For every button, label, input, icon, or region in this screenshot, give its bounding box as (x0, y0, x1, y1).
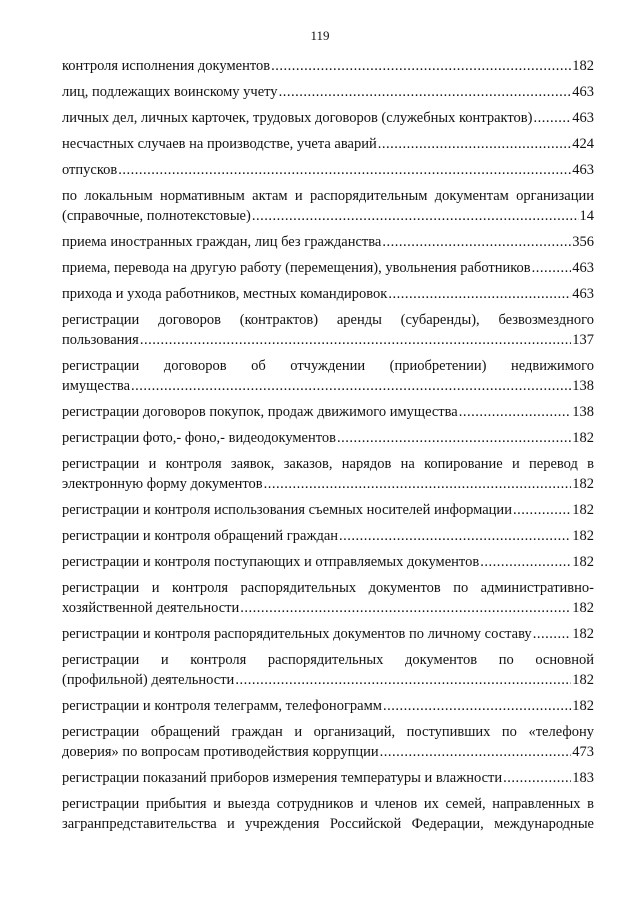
index-entry-text: регистрации и контроля использования съемных носителей информации (62, 502, 512, 518)
dot-leader (533, 624, 572, 644)
index-entry-text: приема иностранных граждан, лиц без гражданства (62, 234, 382, 250)
index-page-number: 463 (572, 84, 594, 100)
dot-leader (533, 108, 571, 128)
index-entry-line: регистрации и контроля распорядительных документов по административно- (62, 580, 594, 596)
index-entry (62, 454, 594, 494)
index-page-number: 182 (572, 502, 594, 518)
index-entry-last-line (62, 206, 594, 226)
index-page-number: 463 (572, 162, 594, 178)
index-entry-text: доверия» по вопросам противодействия коррупции (62, 744, 379, 760)
index-entry-line: регистрации обращений граждан и организаций, поступивших по «телефону (62, 724, 594, 740)
dot-leader (252, 206, 579, 226)
index-entry (62, 428, 594, 448)
index-entry (62, 402, 594, 422)
index-entry-last-line (62, 500, 594, 520)
index-entry-text: электронную форму документов (62, 476, 263, 492)
index-entry (62, 500, 594, 520)
index-page-number: 182 (572, 476, 594, 492)
index-entry (62, 108, 594, 128)
index-entry-last-line (62, 526, 594, 546)
index-entry-last-line (62, 598, 594, 618)
dot-leader (235, 670, 571, 690)
index-page-number: 463 (572, 110, 594, 126)
dot-leader (513, 500, 571, 520)
index-entry-text: регистрации и контроля поступающих и отправляемых документов (62, 554, 480, 570)
index-entry (62, 696, 594, 716)
index-entry-text: контроля исполнения документов (62, 58, 271, 74)
index-entry-last-line (62, 56, 594, 76)
index-entry-text: (справочные, полнотекстовые) (62, 208, 251, 224)
index-entry-line: регистрации и контроля заявок, заказов, нарядов на копирование и перевод в (62, 456, 594, 472)
index-entry-text: пользования (62, 332, 139, 348)
index-entry (62, 258, 594, 278)
dot-leader (459, 402, 572, 422)
index-page-number: 138 (572, 378, 594, 394)
index-entry-last-line (62, 232, 594, 252)
index-page-number: 424 (572, 136, 594, 152)
dot-leader (388, 284, 571, 304)
dot-leader (337, 428, 571, 448)
index-entry (62, 232, 594, 252)
index-entry-text: хозяйственной деятельности (62, 600, 240, 616)
dot-leader (118, 160, 571, 180)
index-entry-text: отпусков (62, 162, 118, 178)
index-entry-last-line (62, 552, 594, 572)
index-page-number: 182 (572, 528, 594, 544)
index-entry-last-line (62, 134, 594, 154)
index-entry-line: регистрации и контроля распорядительных документов по основной (62, 652, 594, 668)
index-page-number: 14 (579, 208, 594, 224)
index-entry-text: лиц, подлежащих воинскому учету (62, 84, 278, 100)
index-page-number: 183 (572, 770, 594, 786)
index-entry (62, 186, 594, 226)
dot-leader (140, 330, 571, 350)
index-entry-line: регистрации договоров (контрактов) аренды (субаренды), безвозмездного (62, 312, 594, 328)
index-entry-last-line (62, 624, 594, 644)
index-page-number: 473 (572, 744, 594, 760)
index-entry-last-line (62, 376, 594, 396)
dot-leader (382, 232, 571, 252)
index-page-number: 182 (572, 58, 594, 74)
index-entry-text: регистрации показаний приборов измерения температуры и влажности (62, 770, 503, 786)
index-entry-last-line (62, 474, 594, 494)
index-entry-last-line (62, 284, 594, 304)
dot-leader (131, 376, 571, 396)
index-page-number: 356 (572, 234, 594, 250)
index-entry-last-line (62, 402, 594, 422)
index-entry (62, 578, 594, 618)
index-entry-text: (профильной) деятельности (62, 672, 235, 688)
index-entry (62, 722, 594, 762)
index-entry-text: личных дел, личных карточек, трудовых договоров (служебных контрактов) (62, 110, 533, 126)
index-entry-last-line (62, 696, 594, 716)
index-entry-line: регистрации договоров об отчуждении (приобретении) недвижимого (62, 358, 594, 374)
dot-leader (503, 768, 571, 788)
index-entry (62, 284, 594, 304)
index-entry-text: регистрации и контроля распорядительных документов по личному составу (62, 626, 532, 642)
dot-leader (532, 258, 572, 278)
index-entry-text: имущества (62, 378, 131, 394)
index-entry (62, 56, 594, 76)
index-entry-last-line (62, 330, 594, 350)
dot-leader (383, 696, 571, 716)
dot-leader (480, 552, 571, 572)
dot-leader (378, 134, 572, 154)
index-entry (62, 794, 594, 834)
index-page-number: 138 (572, 404, 594, 420)
index-entry (62, 82, 594, 102)
index-entry-last-line (62, 428, 594, 448)
index-page-number: 137 (572, 332, 594, 348)
index-page-number: 463 (572, 260, 594, 276)
index-entry-last-line (62, 108, 594, 128)
dot-leader (271, 56, 571, 76)
index-entry-last-line (62, 742, 594, 762)
index-entry-text: прихода и ухода работников, местных командировок (62, 286, 388, 302)
index-entry (62, 624, 594, 644)
index-entry-last-line (62, 258, 594, 278)
index-entry-text: регистрации и контроля обращений граждан (62, 528, 339, 544)
dot-leader (240, 598, 571, 618)
index-entry (62, 552, 594, 572)
index-entry (62, 310, 594, 350)
index-entry-line: по локальным нормативным актам и распорядительным документам организации (62, 188, 594, 204)
page-number: 119 (310, 28, 330, 43)
index-entry-last-line (62, 670, 594, 690)
index-page-number: 182 (572, 698, 594, 714)
index-entry-text: приема, перевода на другую работу (перемещения), увольнения работников (62, 260, 531, 276)
index-page-number: 182 (572, 626, 594, 642)
index-entry-text: несчастных случаев на производстве, учета аварий (62, 136, 377, 152)
index-entry (62, 768, 594, 788)
dot-leader (264, 474, 572, 494)
index-entry-text: регистрации и контроля телеграмм, телефонограмм (62, 698, 382, 714)
index-entries (62, 56, 594, 834)
index-page-number: 182 (572, 600, 594, 616)
index-entry-last-line (62, 82, 594, 102)
index-page-number: 182 (572, 672, 594, 688)
index-page-number: 182 (572, 430, 594, 446)
index-entry-line: регистрации прибытия и выезда сотрудников и членов их семей, направленных в (62, 796, 594, 812)
index-entry (62, 134, 594, 154)
index-entry-text: регистрации договоров покупок, продаж движимого имущества (62, 404, 458, 420)
index-entry (62, 526, 594, 546)
index-entry (62, 356, 594, 396)
index-entry-line: загранпредставительства и учреждения Российской Федерации, международные (62, 816, 594, 832)
dot-leader (339, 526, 571, 546)
index-entry-last-line (62, 768, 594, 788)
index-page-number: 182 (572, 554, 594, 570)
index-entry-text: регистрации фото,- фоно,- видеодокументов (62, 430, 336, 446)
dot-leader (279, 82, 572, 102)
index-entry (62, 160, 594, 180)
index-entry (62, 650, 594, 690)
index-page-number: 463 (572, 286, 594, 302)
dot-leader (380, 742, 572, 762)
index-entry-last-line (62, 160, 594, 180)
